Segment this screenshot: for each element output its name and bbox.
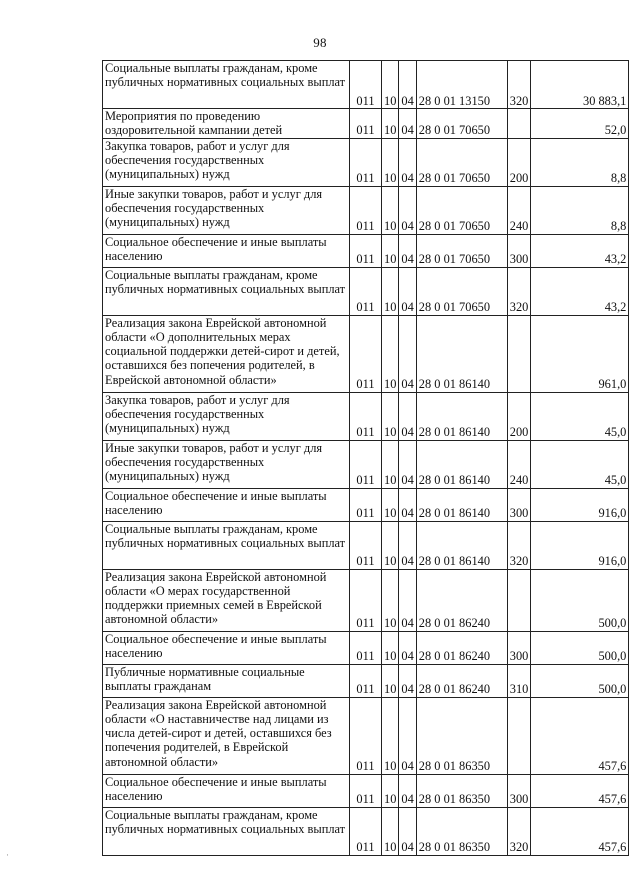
expense-type-code: 320 [507, 807, 531, 855]
amount: 457,6 [531, 774, 629, 807]
ministry-code: 011 [350, 440, 382, 488]
ministry-code: 011 [350, 488, 382, 521]
ministry-code: 011 [350, 392, 382, 440]
amount: 43,2 [531, 234, 629, 267]
row-name: Социальное обеспечение и иные выплаты населению [103, 631, 350, 664]
section-code: 10 [382, 109, 399, 139]
table-row [103, 569, 629, 631]
expense-type-code [507, 697, 531, 774]
expense-type-code [507, 315, 531, 392]
row-name: Социальное обеспечение и иные выплаты населению [103, 774, 350, 807]
section-code: 10 [382, 234, 399, 267]
section-code: 10 [382, 569, 399, 631]
row-name: Мероприятия по проведению оздоровительной кампании детей [103, 109, 350, 139]
page-number: 98 [313, 35, 327, 50]
row-name: Социальные выплаты гражданам, кроме публичных нормативных социальных выплат [103, 521, 350, 569]
target-article-code: 28 0 01 86140 [416, 392, 507, 440]
table-row [103, 521, 629, 569]
row-name: Социальные выплаты гражданам, кроме публичных нормативных социальных выплат [103, 267, 350, 315]
table-row [103, 774, 629, 807]
ministry-code: 011 [350, 521, 382, 569]
amount: 916,0 [531, 488, 629, 521]
subsection-code: 04 [399, 234, 416, 267]
amount: 8,8 [531, 186, 629, 234]
amount: 43,2 [531, 267, 629, 315]
ministry-code: 011 [350, 664, 382, 697]
amount: 961,0 [531, 315, 629, 392]
expense-type-code: 320 [507, 61, 531, 109]
ministry-code: 011 [350, 807, 382, 855]
section-code: 10 [382, 697, 399, 774]
table-row [103, 697, 629, 774]
table-row [103, 109, 629, 139]
amount: 500,0 [531, 569, 629, 631]
target-article-code: 28 0 01 70650 [416, 267, 507, 315]
expense-type-code: 320 [507, 521, 531, 569]
ministry-code: 011 [350, 267, 382, 315]
section-code: 10 [382, 774, 399, 807]
section-code: 10 [382, 440, 399, 488]
target-article-code: 28 0 01 86140 [416, 315, 507, 392]
target-article-code: 28 0 01 86140 [416, 521, 507, 569]
subsection-code: 04 [399, 569, 416, 631]
ministry-code: 011 [350, 315, 382, 392]
expense-type-code: 320 [507, 267, 531, 315]
table-row [103, 267, 629, 315]
target-article-code: 28 0 01 13150 [416, 61, 507, 109]
ministry-code: 011 [350, 61, 382, 109]
row-name: Реализация закона Еврейской автономной области «О наставничестве над лицами из числа детей-сирот и детей, оставшихся без попечения родителей, в Еврейской автономной области» [103, 697, 350, 774]
amount: 457,6 [531, 697, 629, 774]
section-code: 10 [382, 61, 399, 109]
expense-type-code [507, 569, 531, 631]
target-article-code: 28 0 01 86140 [416, 440, 507, 488]
target-article-code: 28 0 01 86350 [416, 697, 507, 774]
expense-type-code: 300 [507, 488, 531, 521]
ministry-code: 011 [350, 138, 382, 186]
row-name: Закупка товаров, работ и услуг для обеспечения государственных (муниципальных) нужд [103, 392, 350, 440]
section-code: 10 [382, 315, 399, 392]
section-code: 10 [382, 631, 399, 664]
table-row [103, 440, 629, 488]
target-article-code: 28 0 01 86350 [416, 807, 507, 855]
subsection-code: 04 [399, 267, 416, 315]
row-name: Закупка товаров, работ и услуг для обеспечения государственных (муниципальных) нужд [103, 138, 350, 186]
table-row [103, 488, 629, 521]
target-article-code: 28 0 01 86240 [416, 631, 507, 664]
table-row [103, 315, 629, 392]
section-code: 10 [382, 664, 399, 697]
scan-mark: · [6, 850, 9, 860]
row-name: Социальное обеспечение и иные выплаты населению [103, 234, 350, 267]
expense-type-code: 300 [507, 631, 531, 664]
subsection-code: 04 [399, 807, 416, 855]
section-code: 10 [382, 267, 399, 315]
target-article-code: 28 0 01 86240 [416, 569, 507, 631]
amount: 45,0 [531, 440, 629, 488]
amount: 45,0 [531, 392, 629, 440]
subsection-code: 04 [399, 631, 416, 664]
amount: 8,8 [531, 138, 629, 186]
amount: 52,0 [531, 109, 629, 139]
subsection-code: 04 [399, 664, 416, 697]
target-article-code: 28 0 01 70650 [416, 186, 507, 234]
ministry-code: 011 [350, 774, 382, 807]
row-name: Социальное обеспечение и иные выплаты населению [103, 488, 350, 521]
target-article-code: 28 0 01 86350 [416, 774, 507, 807]
ministry-code: 011 [350, 569, 382, 631]
amount: 457,6 [531, 807, 629, 855]
expense-type-code: 240 [507, 440, 531, 488]
target-article-code: 28 0 01 70650 [416, 109, 507, 139]
section-code: 10 [382, 186, 399, 234]
table-row [103, 631, 629, 664]
target-article-code: 28 0 01 86240 [416, 664, 507, 697]
row-name: Социальные выплаты гражданам, кроме публичных нормативных социальных выплат [103, 807, 350, 855]
subsection-code: 04 [399, 697, 416, 774]
subsection-code: 04 [399, 315, 416, 392]
row-name: Иные закупки товаров, работ и услуг для обеспечения государственных (муниципальных) нужд [103, 186, 350, 234]
amount: 500,0 [531, 664, 629, 697]
subsection-code: 04 [399, 521, 416, 569]
expense-type-code [507, 109, 531, 139]
row-name: Публичные нормативные социальные выплаты гражданам [103, 664, 350, 697]
budget-table-body [103, 61, 629, 856]
table-row [103, 61, 629, 109]
subsection-code: 04 [399, 392, 416, 440]
expense-type-code: 300 [507, 234, 531, 267]
amount: 916,0 [531, 521, 629, 569]
expense-type-code: 240 [507, 186, 531, 234]
expense-type-code: 200 [507, 138, 531, 186]
amount: 30 883,1 [531, 61, 629, 109]
subsection-code: 04 [399, 774, 416, 807]
ministry-code: 011 [350, 109, 382, 139]
expense-type-code: 310 [507, 664, 531, 697]
section-code: 10 [382, 392, 399, 440]
ministry-code: 011 [350, 631, 382, 664]
expense-type-code: 200 [507, 392, 531, 440]
subsection-code: 04 [399, 138, 416, 186]
table-row [103, 138, 629, 186]
ministry-code: 011 [350, 234, 382, 267]
table-row [103, 234, 629, 267]
table-row [103, 807, 629, 855]
subsection-code: 04 [399, 488, 416, 521]
subsection-code: 04 [399, 61, 416, 109]
section-code: 10 [382, 138, 399, 186]
ministry-code: 011 [350, 186, 382, 234]
row-name: Иные закупки товаров, работ и услуг для обеспечения государственных (муниципальных) нужд [103, 440, 350, 488]
table-row [103, 392, 629, 440]
budget-table [102, 60, 629, 856]
target-article-code: 28 0 01 86140 [416, 488, 507, 521]
section-code: 10 [382, 807, 399, 855]
row-name: Реализация закона Еврейской автономной области «О дополнительных мерах социальной поддержки детей-сирот и детей, оставшихся без попечения родителей, в Еврейской автономной области» [103, 315, 350, 392]
section-code: 10 [382, 488, 399, 521]
row-name: Реализация закона Еврейской автономной области «О мерах государственной поддержки приемных семей в Еврейской автономной области» [103, 569, 350, 631]
amount: 500,0 [531, 631, 629, 664]
subsection-code: 04 [399, 186, 416, 234]
section-code: 10 [382, 521, 399, 569]
table-row [103, 186, 629, 234]
target-article-code: 28 0 01 70650 [416, 234, 507, 267]
table-row [103, 664, 629, 697]
row-name: Социальные выплаты гражданам, кроме публичных нормативных социальных выплат [103, 61, 350, 109]
target-article-code: 28 0 01 70650 [416, 138, 507, 186]
ministry-code: 011 [350, 697, 382, 774]
subsection-code: 04 [399, 440, 416, 488]
subsection-code: 04 [399, 109, 416, 139]
expense-type-code: 300 [507, 774, 531, 807]
